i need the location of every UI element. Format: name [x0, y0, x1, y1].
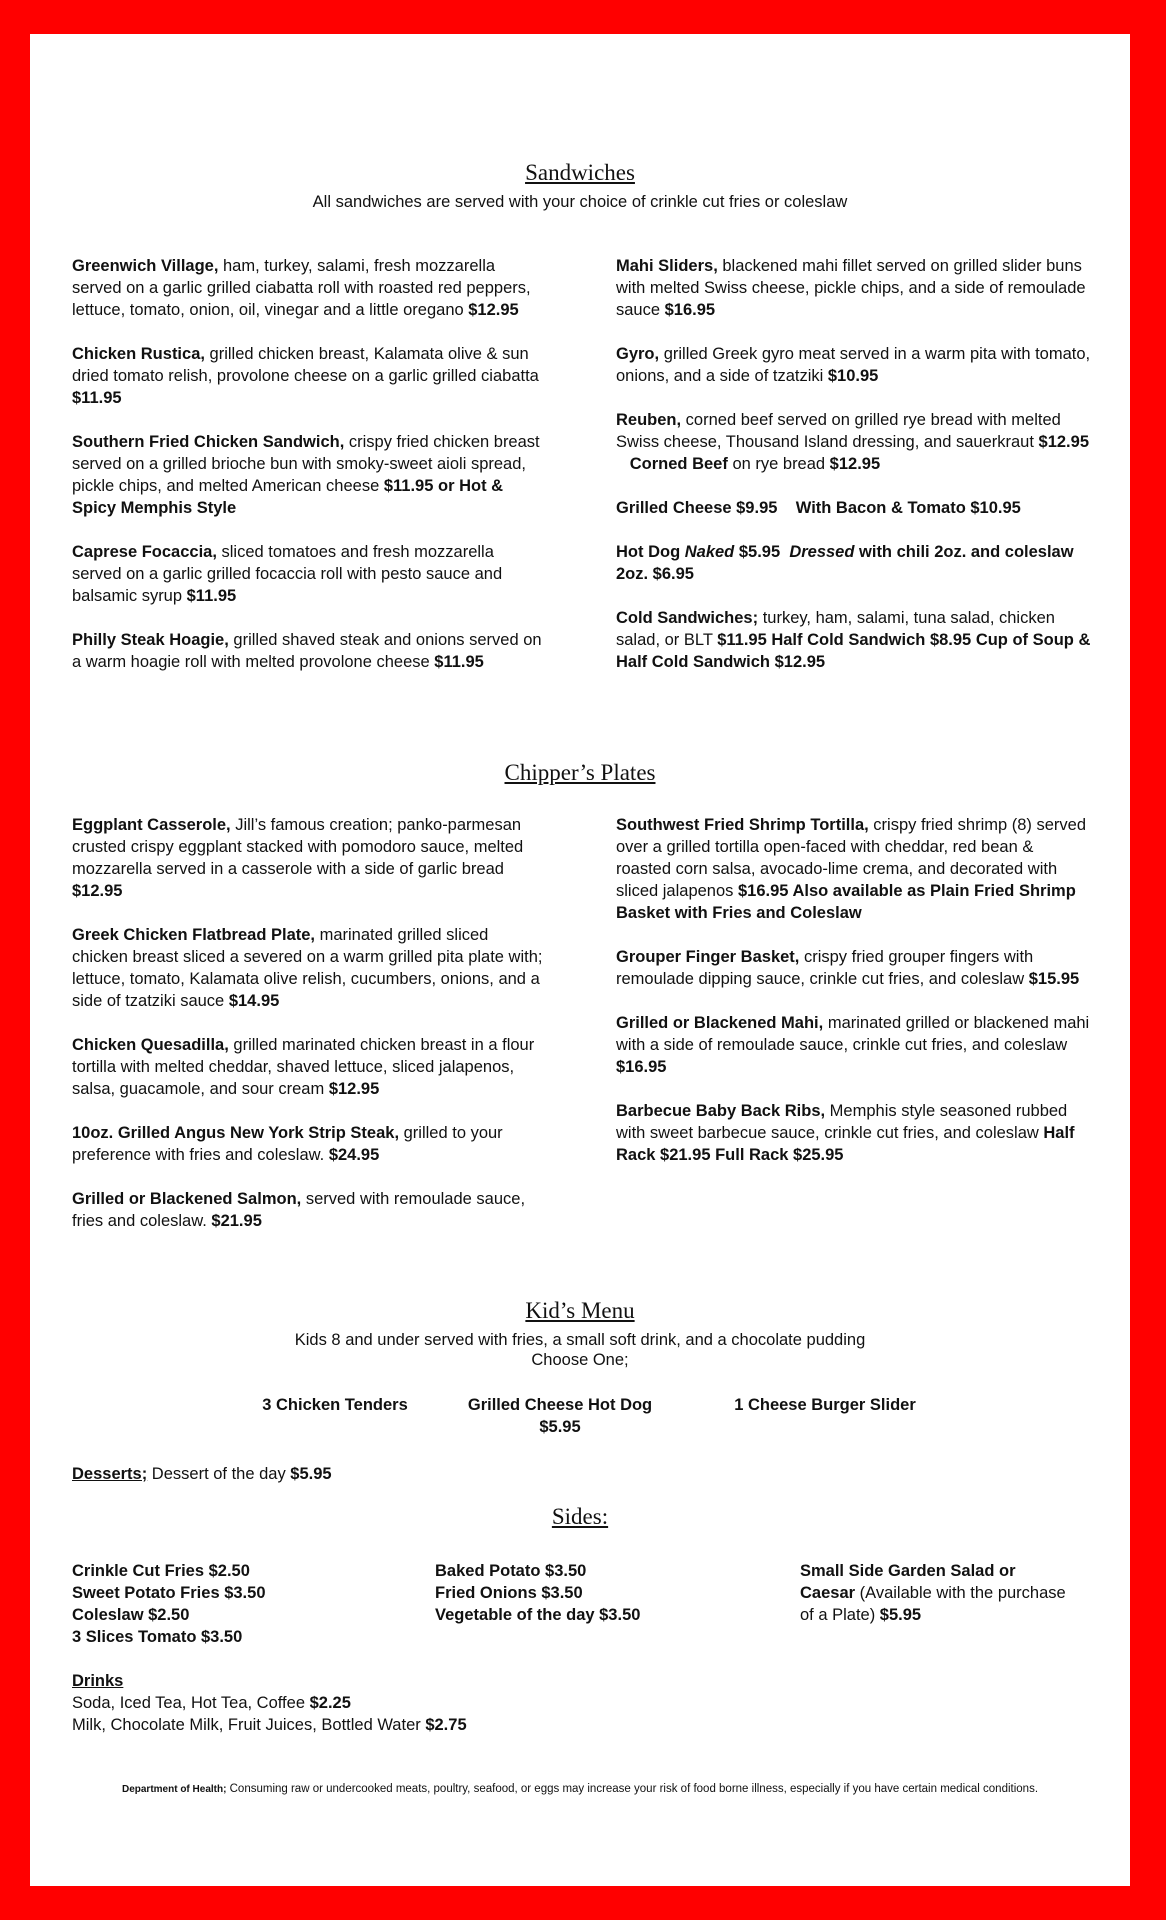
- sandwiches-left-column: [72, 255, 547, 695]
- item-name: Grouper Finger Basket,: [616, 948, 800, 966]
- desserts-text: Dessert of the day: [147, 1465, 291, 1483]
- desserts-line: [72, 1463, 332, 1485]
- kids-description: Kids 8 and under served with fries, a small soft drink, and a chocolate pudding: [294, 1331, 866, 1349]
- item-desc: crispy fried chicken breast served on a grilled brioche bun with smoky-sweet aioli spread, pickle chips, and melted American cheese: [72, 433, 540, 495]
- sides-column-3: [800, 1560, 1070, 1626]
- item-price: $14.95: [228, 992, 280, 1010]
- item-price: $12.95: [1038, 433, 1089, 451]
- item-price: $15.95: [1028, 970, 1080, 988]
- plates-title: Chipper’s Plates: [504, 760, 656, 785]
- drinks-line: [72, 1692, 467, 1714]
- item-name: Grilled or Blackened Salmon,: [72, 1190, 302, 1208]
- item-name: Mahi Sliders,: [616, 257, 718, 275]
- item-variant: Dressed: [789, 543, 855, 561]
- item-desc: grilled shaved steak and onions served on a warm hoagie roll with melted provolone cheese: [72, 631, 542, 671]
- side-item: Crinkle Cut Fries $2.50: [72, 1562, 250, 1580]
- sides-column-2: [435, 1560, 735, 1626]
- item-price: $21.95: [211, 1212, 262, 1230]
- item-extra-name: Corned Beef: [616, 455, 728, 473]
- item-price: $12.95: [468, 301, 519, 319]
- item-name: Philly Steak Hoagie,: [72, 631, 229, 649]
- item-price: Half Rack $21.95 Full Rack $25.95: [616, 1124, 1075, 1164]
- item-name: Barbecue Baby Back Ribs,: [616, 1102, 826, 1120]
- kids-instruction: Choose One;: [531, 1351, 629, 1369]
- drinks-label: Drinks: [72, 1672, 124, 1690]
- menu-item: [72, 431, 547, 519]
- menu-item: [616, 1012, 1091, 1078]
- item-name: 10oz. Grilled Angus New York Strip Steak,: [72, 1124, 400, 1142]
- item-price: $11.95: [434, 653, 484, 671]
- item-name: Hot Dog: [616, 543, 685, 561]
- item-price: $10.95: [827, 367, 879, 385]
- kids-option: 1 Cheese Burger Slider: [734, 1396, 916, 1414]
- item-price: $12.95: [328, 1080, 380, 1098]
- item-price: $16.95 Also available as Plain Fried Shrimp Basket with Fries and Coleslaw: [616, 882, 1076, 922]
- menu-item: [616, 343, 1091, 387]
- sides-column-1: [72, 1560, 372, 1648]
- menu-item: [616, 607, 1091, 673]
- kids-title: Kid’s Menu: [525, 1298, 635, 1323]
- plates-left-column: [72, 814, 547, 1254]
- menu-item: [72, 924, 547, 1012]
- menu-item: [616, 946, 1091, 990]
- drinks-text: Soda, Iced Tea, Hot Tea, Coffee: [72, 1694, 310, 1712]
- kids-option: 3 Chicken Tenders: [262, 1396, 408, 1414]
- item-name: Cold Sandwiches;: [616, 609, 759, 627]
- side-item-price: $5.95: [879, 1606, 922, 1624]
- item-price: $11.95: [186, 587, 237, 605]
- menu-item: [616, 814, 1091, 924]
- item-name: Eggplant Casserole,: [72, 816, 231, 834]
- menu-item: Grilled Cheese $9.95 With Bacon & Tomato $10.95: [616, 499, 1021, 517]
- sandwiches-subtitle: All sandwiches are served with your choice of crinkle cut fries or coleslaw: [312, 193, 848, 211]
- item-variant: Naked: [684, 543, 735, 561]
- item-desc: grilled to your preference with fries and coleslaw.: [72, 1124, 503, 1164]
- drinks-price: $2.25: [309, 1694, 351, 1712]
- health-notice-label: Department of Health;: [121, 1784, 227, 1795]
- item-desc: crispy fried shrimp (8) served over a grilled tortilla open-faced with cheddar, red bean & roasted corn salsa, avocado-lime crema, and decorated with sliced jalapenos: [616, 816, 1087, 900]
- side-item: Baked Potato $3.50: [435, 1562, 587, 1580]
- item-price: $11.95: [72, 389, 122, 407]
- menu-item: [616, 1100, 1091, 1166]
- item-desc: with chili 2oz. and coleslaw 2oz. $6.95: [616, 543, 1074, 583]
- side-item-desc: (Available with the purchase of a Plate): [800, 1584, 1066, 1624]
- side-item: Vegetable of the day $3.50: [435, 1606, 641, 1624]
- item-desc: marinated grilled or blackened mahi with a side of remoulade sauce, crinkle cut fries, and coleslaw: [616, 1014, 1090, 1054]
- item-name: Caprese Focaccia,: [72, 543, 217, 561]
- menu-item: [72, 814, 547, 902]
- menu-page: [30, 34, 1130, 1886]
- item-desc: grilled Greek gyro meat served in a warm pita with tomato, onions, and a side of tzatziki: [616, 345, 1091, 385]
- item-desc: corned beef served on grilled rye bread with melted Swiss cheese, Thousand Island dressing, and sauerkraut: [616, 411, 1061, 451]
- sides-title: Sides:: [551, 1504, 609, 1529]
- menu-item: [72, 541, 547, 607]
- sandwiches-title: Sandwiches: [525, 160, 635, 185]
- item-name: Grilled or Blackened Mahi,: [616, 1014, 824, 1032]
- menu-item: [72, 1034, 547, 1100]
- menu-item: [72, 1188, 547, 1232]
- menu-item: [616, 255, 1091, 321]
- drinks-price: $2.75: [425, 1716, 467, 1734]
- side-item-name: Small Side Garden Salad or Caesar: [800, 1562, 1016, 1602]
- menu-item: [72, 343, 547, 409]
- side-item: Fried Onions $3.50: [435, 1584, 583, 1602]
- menu-item: [616, 409, 1091, 475]
- item-desc: Jill’s famous creation; panko-parmesan crusted crispy eggplant stacked with pomodoro sauce, melted mozzarella served in a casserole with a side of garlic bread: [72, 816, 524, 878]
- desserts-price: $5.95: [290, 1465, 332, 1483]
- item-price: $12.95: [72, 882, 123, 900]
- item-desc: turkey, ham, salami, tuna salad, chicken salad, or BLT: [616, 609, 1055, 649]
- health-notice-text: Consuming raw or undercooked meats, poultry, seafood, or eggs may increase your risk of food borne illness, especially if you have certain medical conditions.: [226, 1783, 1039, 1795]
- drinks-line: [72, 1714, 467, 1736]
- item-name: Reuben,: [616, 411, 682, 429]
- item-name: Southern Fried Chicken Sandwich,: [72, 433, 345, 451]
- menu-item: [72, 629, 547, 673]
- item-desc: crispy fried grouper fingers with remoulade dipping sauce, crinkle cut fries, and coleslaw: [616, 948, 1034, 988]
- item-name: Chicken Quesadilla,: [72, 1036, 229, 1054]
- desserts-label: Desserts;: [72, 1465, 148, 1483]
- menu-item: [72, 1122, 547, 1166]
- menu-item: [616, 541, 1091, 585]
- item-desc: grilled marinated chicken breast in a flour tortilla with melted cheddar, shaved lettuce, sliced jalapenos, salsa, guacamole, and sour cream: [72, 1036, 535, 1098]
- drinks-text: Milk, Chocolate Milk, Fruit Juices, Bottled Water: [72, 1716, 426, 1734]
- item-price: $16.95: [616, 1058, 667, 1076]
- item-price: $5.95: [734, 543, 790, 561]
- kids-option-price: $5.95: [539, 1418, 581, 1436]
- side-item: Coleslaw $2.50: [72, 1606, 190, 1624]
- drinks-section: [72, 1670, 467, 1736]
- item-desc: sliced tomatoes and fresh mozzarella served on a garlic grilled focaccia roll with pesto sauce and balsamic syrup: [72, 543, 503, 605]
- sandwiches-right-column: [616, 255, 1091, 695]
- item-desc: served with remoulade sauce, fries and coleslaw.: [72, 1190, 526, 1230]
- item-name: Chicken Rustica,: [72, 345, 205, 363]
- item-extra-desc: on rye bread: [727, 455, 830, 473]
- kids-option: [430, 1394, 690, 1438]
- item-name: Greek Chicken Flatbread Plate,: [72, 926, 316, 944]
- item-price: $24.95: [328, 1146, 380, 1164]
- health-notice: [70, 1782, 1090, 1797]
- side-item: 3 Slices Tomato $3.50: [72, 1628, 243, 1646]
- plates-right-column: [616, 814, 1091, 1188]
- item-desc: blackened mahi fillet served on grilled slider buns with melted Swiss cheese, pickle chips, and a side of remoulade sauce: [616, 257, 1086, 319]
- item-price: $16.95: [664, 301, 716, 319]
- item-desc: marinated grilled sliced chicken breast sliced a severed on a warm grilled pita plate with; lettuce, tomato, Kalamata olive relish, cucumbers, onions, and a side of tzatziki sauce: [72, 926, 543, 1010]
- item-desc: Memphis style seasoned rubbed with sweet barbecue sauce, crinkle cut fries, and coleslaw: [616, 1102, 1068, 1142]
- item-name: Southwest Fried Shrimp Tortilla,: [616, 816, 869, 834]
- item-extra-price: $12.95: [829, 455, 881, 473]
- item-price: $11.95 Half Cold Sandwich $8.95 Cup of Soup & Half Cold Sandwich $12.95: [616, 631, 1091, 671]
- kids-option-name: Grilled Cheese Hot Dog: [467, 1396, 653, 1414]
- item-name: Gyro,: [616, 345, 660, 363]
- item-name: Greenwich Village,: [72, 257, 219, 275]
- side-item: Sweet Potato Fries $3.50: [72, 1584, 266, 1602]
- item-price: $11.95 or Hot & Spicy Memphis Style: [72, 477, 504, 517]
- item-desc: grilled chicken breast, Kalamata olive & sun dried tomato relish, provolone cheese on a garlic grilled ciabatta: [72, 345, 539, 385]
- item-desc: ham, turkey, salami, fresh mozzarella served on a garlic grilled ciabatta roll with roasted red peppers, lettuce, tomato, onion, oil, vinegar and a little oregano: [72, 257, 531, 319]
- menu-item: [72, 255, 547, 321]
